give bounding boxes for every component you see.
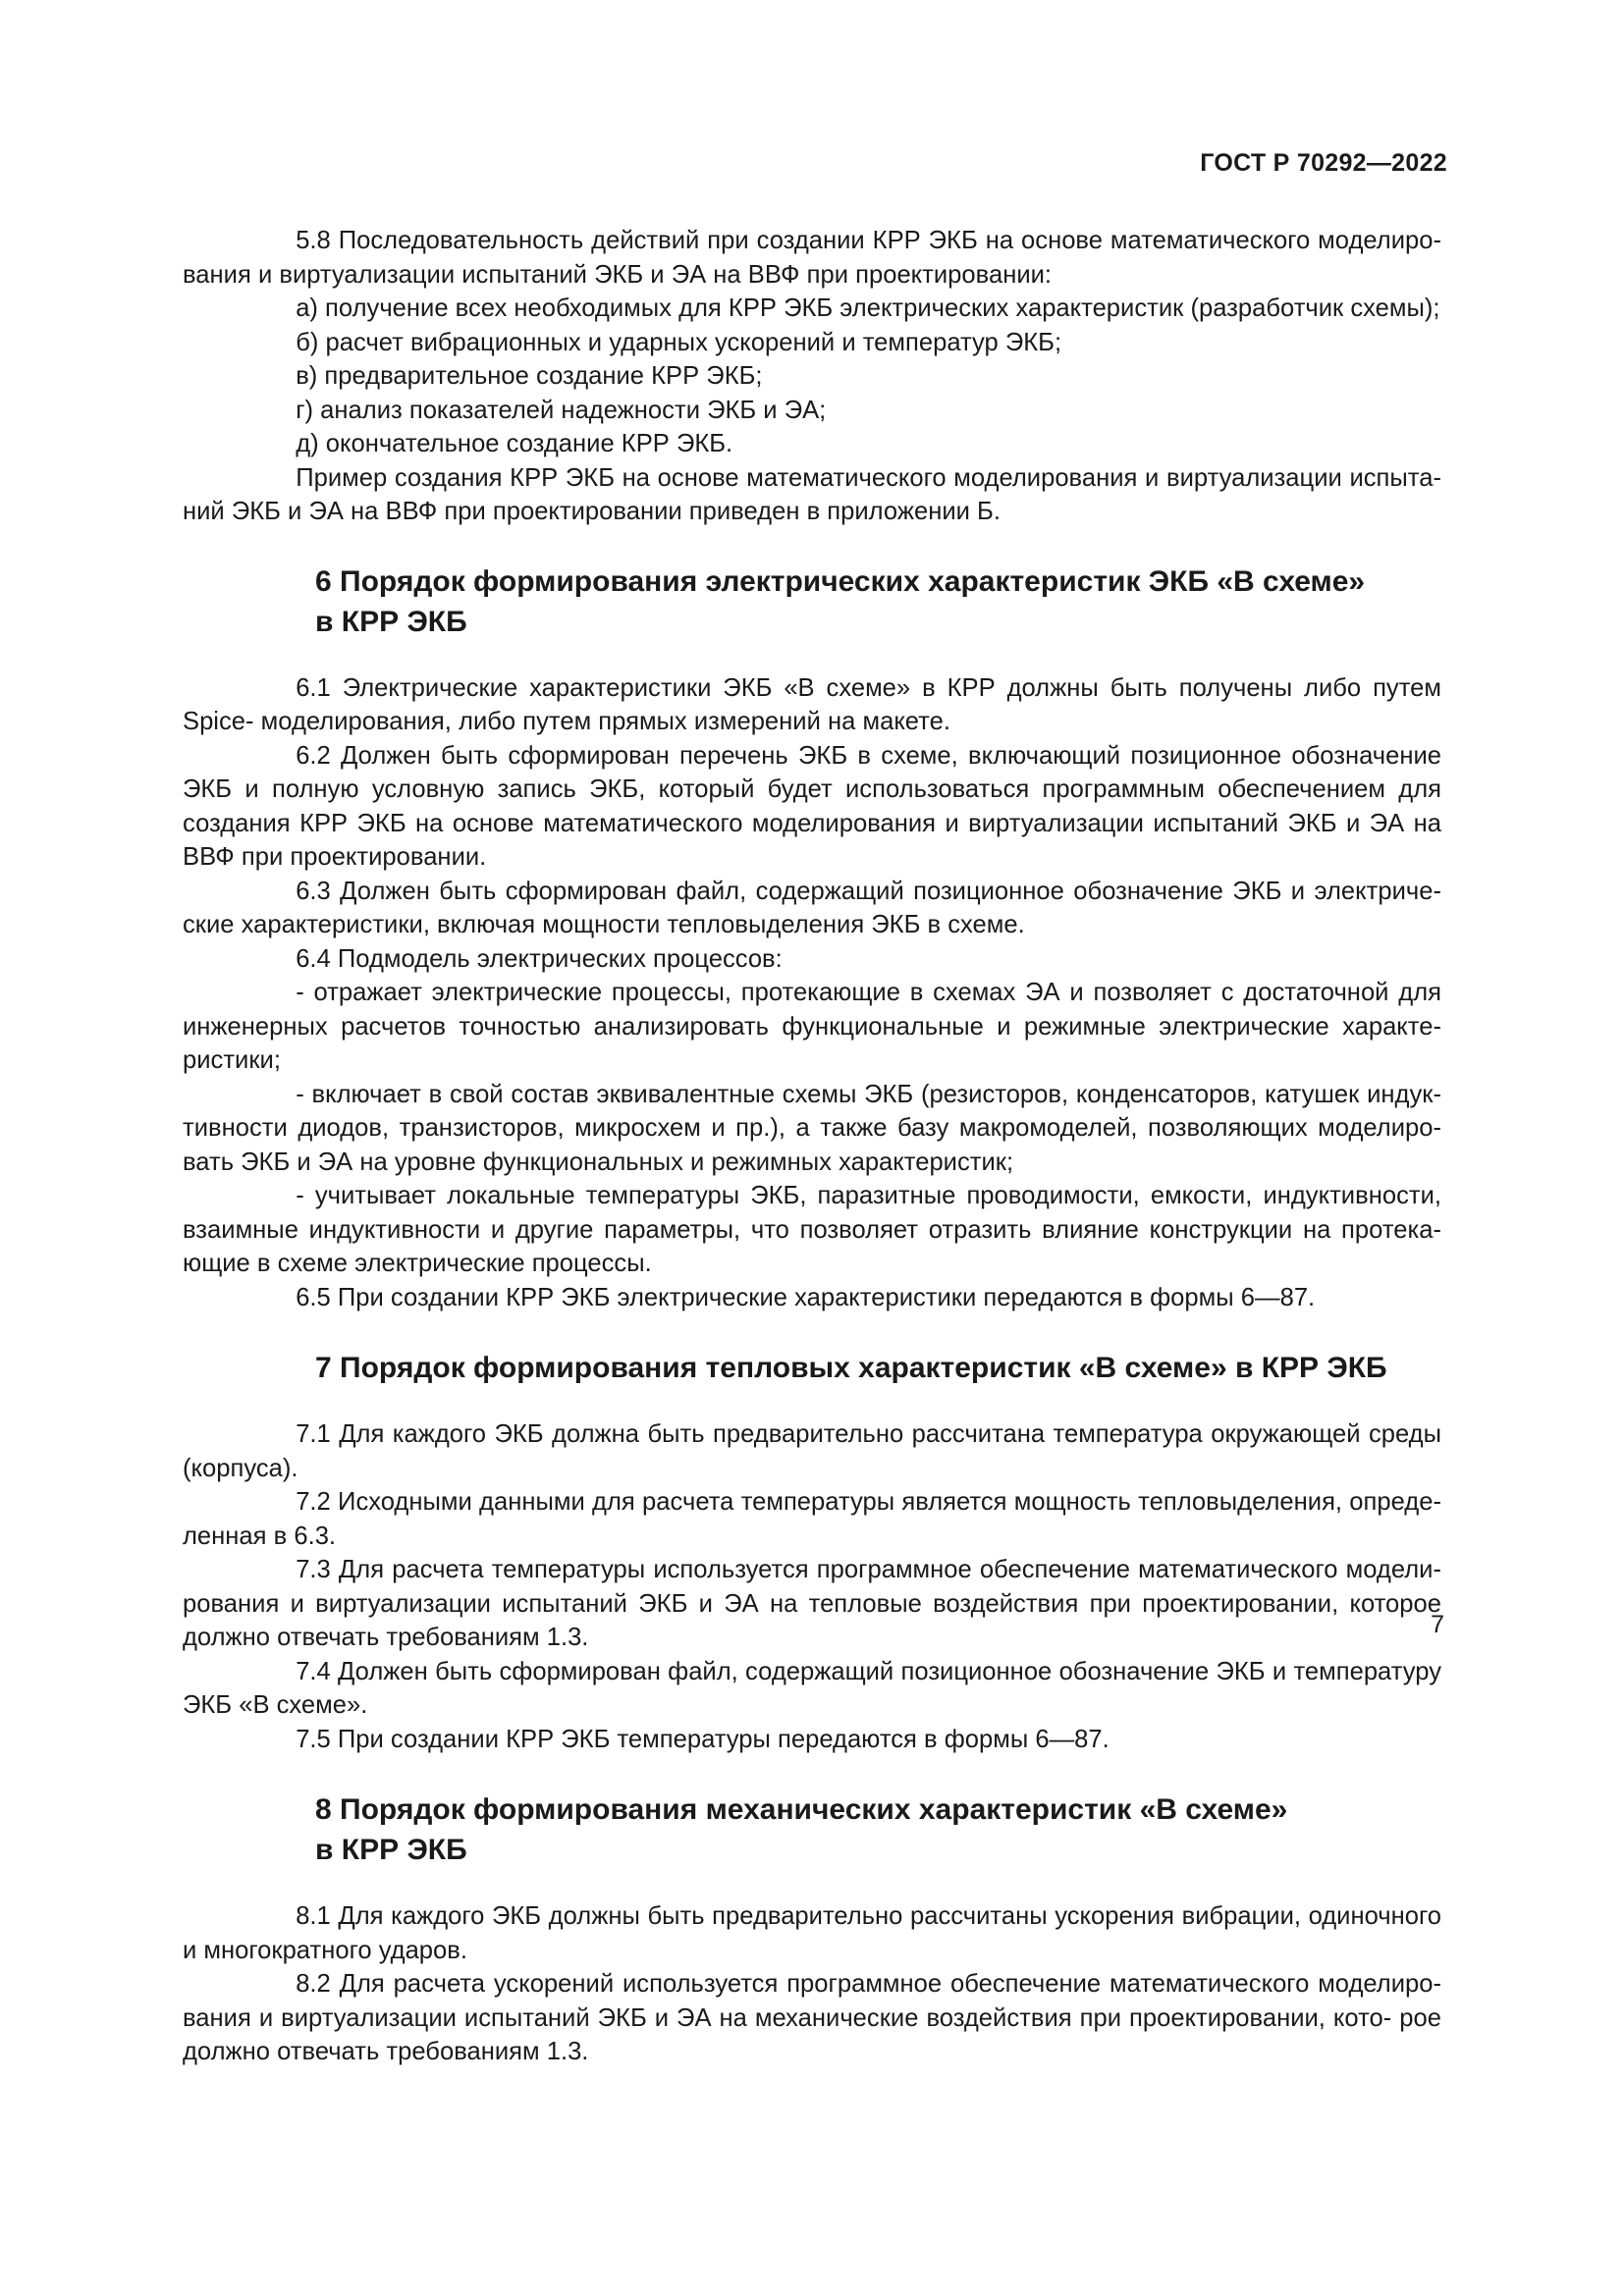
paragraph-6-5: 6.5 При создании КРР ЭКБ электрические характеристики передаются в формы 6—87. <box>296 1283 1316 1311</box>
paragraph-6-1: 6.1 Электрические характеристики ЭКБ «В схеме» в КРР должны быть получены либо путем Spice- моделирования, либо путем прямых измерений на макете. <box>183 673 1441 735</box>
list-item-b: б) расчет вибрационных и ударных ускорений и температур ЭКБ; <box>296 328 1062 356</box>
list-item-v: в) предварительное создание КРР ЭКБ; <box>296 362 763 390</box>
paragraph-7-5: 7.5 При создании КРР ЭКБ температуры передаются в формы 6—87. <box>296 1725 1110 1753</box>
page-number: 7 <box>1431 1611 1444 1638</box>
paragraph-7-4: 7.4 Должен быть сформирован файл, содержащий позиционное обозначение ЭКБ и температуру ЭКБ «В схеме». <box>183 1657 1441 1719</box>
paragraph-5-8: 5.8 Последовательность действий при создании КРР ЭКБ на основе математического моделиро- вания и виртуализации испытаний ЭКБ и ЭА на ВВФ при проектировании: <box>183 227 1441 289</box>
list-item-d: д) окончательное создание КРР ЭКБ. <box>296 430 733 457</box>
paragraph-example: Пример создания КРР ЭКБ на основе математического моделирования и виртуализации испыта- ний ЭКБ и ЭА на ВВФ при проектировании приведен в приложении Б. <box>183 463 1441 525</box>
bullet-item: - отражает электрические процессы, протекающие в схемах ЭА и позволяет с достаточной для инженерных расчетов точностью анализировать функциональные и режимные электрические характе- ристики; <box>183 979 1441 1074</box>
paragraph-8-2: 8.2 Для расчета ускорений используется программное обеспечение математического моделиро- вания и виртуализации испытаний ЭКБ и ЭА на механические воздействия при проектировании, кото- рое должно отвечать требованиям 1.3. <box>183 1970 1441 2065</box>
bullet-item: - включает в свой состав эквивалентные схемы ЭКБ (резисторов, конденсаторов, катушек индук- тивности диодов, транзисторов, микросхем и пр.), а также базу макромоделей, позволяющих моделиро- вать ЭКБ и ЭА на уровне функциональных и режимных характеристик; <box>183 1080 1441 1176</box>
section-7-heading: 7 Порядок формирования тепловых характеристик «В схеме» в КРР ЭКБ <box>315 1352 1387 1384</box>
bullet-item: - учитывает локальные температуры ЭКБ, паразитные проводимости, емкости, индуктивности, взаимные индуктивности и другие параметры, что позволяет отразить влияние конструкции на протека- ющие в схеме электрические процессы. <box>183 1182 1441 1277</box>
paragraph-7-3: 7.3 Для расчета температуры используется программное обеспечение математического модели- рования и виртуализации испытаний ЭКБ и ЭА на тепловые воздействия при проектировании, которое должно отвечать требованиям 1.3. <box>183 1556 1441 1651</box>
paragraph-7-2: 7.2 Исходными данными для расчета температуры является мощность тепловыделения, опреде- ленная в 6.3. <box>183 1488 1441 1550</box>
paragraph-6-3: 6.3 Должен быть сформирован файл, содержащий позиционное обозначение ЭКБ и электриче- ские характеристики, включая мощности тепловыделения ЭКБ в схеме. <box>183 877 1441 938</box>
page-content <box>183 224 1441 2069</box>
paragraph-7-1: 7.1 Для каждого ЭКБ должна быть предварительно рассчитана температура окружающей среды (корпуса). <box>183 1420 1441 1482</box>
paragraph-6-4: 6.4 Подмодель электрических процессов: <box>296 944 783 973</box>
paragraph-8-1: 8.1 Для каждого ЭКБ должны быть предварительно рассчитаны ускорения вибрации, одиночного и многократного ударов. <box>183 1902 1441 1964</box>
section-8-heading: 8 Порядок формирования механических характеристик «В схеме» в КРР ЭКБ <box>315 1793 1288 1866</box>
list-item-a: а) получение всех необходимых для КРР ЭКБ электрических характеристик (разработчик схемы); <box>296 294 1440 322</box>
document-code: ГОСТ Р 70292—2022 <box>1200 149 1447 177</box>
list-item-g: г) анализ показателей надежности ЭКБ и ЭА; <box>296 396 827 424</box>
section-6-heading: 6 Порядок формирования электрических характеристик ЭКБ «В схеме» в КРР ЭКБ <box>315 564 1366 638</box>
paragraph-6-2: 6.2 Должен быть сформирован перечень ЭКБ в схеме, включающий позиционное обозначение ЭКБ и полную условную запись ЭКБ, который будет использоваться программным обеспечением для создания КРР ЭКБ на основе математического моделирования и виртуализации испытаний ЭКБ и ЭА на ВВФ при проектировании. <box>183 741 1441 871</box>
